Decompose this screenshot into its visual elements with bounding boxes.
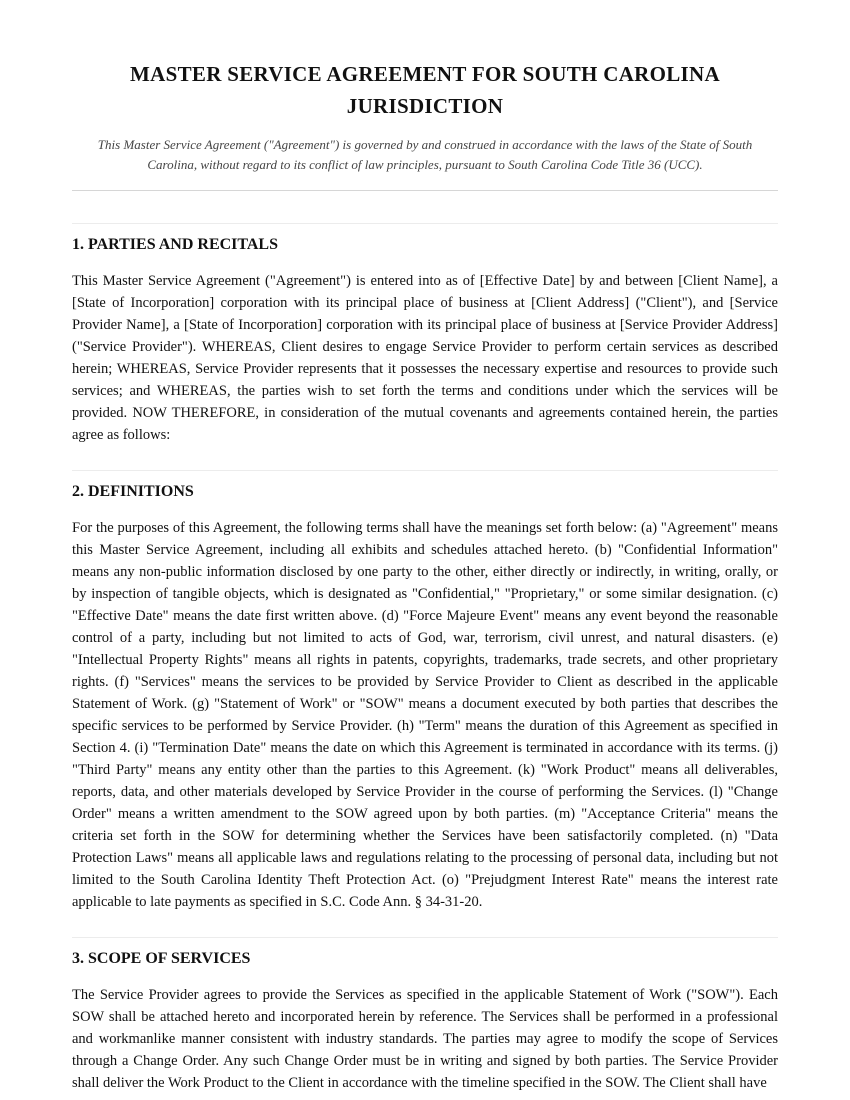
- document-title: MASTER SERVICE AGREEMENT FOR SOUTH CAROLINA JURISDICTION: [130, 62, 720, 118]
- section-heading: 1. PARTIES AND RECITALS: [72, 236, 278, 253]
- header-divider: [72, 190, 778, 191]
- section-heading: 3. SCOPE OF SERVICES: [72, 950, 251, 967]
- section-definitions: [72, 470, 778, 913]
- section-body: The Service Provider agrees to provide the Services as specified in the applicable Statement of Work ("SOW"). Each SOW shall be attached hereto and incorporated herein by reference. The Services shall be performed in a professional and workmanlike manner consistent with industry standards. The parties may agree to modify the scope of Services through a Change Order. Any such Change Order must be in writing and signed by both parties. The Service Provider shall deliver the Work Product to the Client in accordance with the timeline specified in the SOW. The Client shall have: [72, 987, 778, 1091]
- governing-law-note: This Master Service Agreement ("Agreement") is governed by and construed in accordance with the laws of the State of South Carolina, without regard to its conflict of law principles, pursuant to South Carolina Code Title 36 (UCC).: [97, 137, 753, 172]
- document-page: [72, 58, 778, 1094]
- section-body: This Master Service Agreement ("Agreement") is entered into as of [Effective Date] by and between [Client Name], a [State of Incorporation] corporation with its principal place of business at [Client Address] ("Client"), and [Service Provider Name], a [State of Incorporation] corporation with its principal place of business at [Service Provider Address] ("Service Provider"). WHEREAS, Client desires to engage Service Provider to perform certain services as described herein; WHEREAS, Service Provider represents that it possesses the necessary expertise and resources to provide such services; and WHEREAS, the parties wish to set forth the terms and conditions under which the services will be provided. NOW THEREFORE, in consideration of the mutual covenants and agreements contained herein, the parties agree as follows:: [72, 273, 778, 443]
- section-scope-of-services: [72, 937, 778, 1094]
- section-parties-and-recitals: [72, 223, 778, 446]
- section-heading: 2. DEFINITIONS: [72, 483, 194, 500]
- section-body: For the purposes of this Agreement, the following terms shall have the meanings set forth below: (a) "Agreement" means this Master Service Agreement, including all exhibits and schedules attached hereto. (b) "Confidential Information" means any non-public information disclosed by one party to the other, either directly or indirectly, in writing, orally, or by inspection of tangible objects, which is designated as "Confidential," "Proprietary," or some similar designation. (c) "Effective Date" means the date first written above. (d) "Force Majeure Event" means any event beyond the reasonable control of a party, including but not limited to acts of God, war, terrorism, civil unrest, and natural disasters. (e) "Intellectual Property Rights" means all rights in patents, copyrights, trademarks, trade secrets, and other proprietary rights. (f) "Services" means the services to be provided by Service Provider to Client as described in the applicable Statement of Work. (g) "Statement of Work" or "SOW" means a document executed by both parties that describes the specific services to be performed by Service Provider. (h) "Term" means the duration of this Agreement as specified in Section 4. (i) "Termination Date" means the date on which this Agreement is terminated in accordance with its terms. (j) "Third Party" means any entity other than the parties to this Agreement. (k) "Work Product" means all deliverables, reports, data, and other materials developed by Service Provider in the course of performing the Services. (l) "Change Order" means a written amendment to the SOW agreed upon by both parties. (m) "Acceptance Criteria" means the criteria set forth in the SOW for determining whether the Services have been satisfactorily completed. (n) "Data Protection Laws" means all applicable laws and regulations relating to the processing of personal data, including but not limited to the South Carolina Identity Theft Protection Act. (o) "Prejudgment Interest Rate" means the interest rate applicable to late payments as specified in S.C. Code Ann. § 34-31-20.: [72, 520, 778, 910]
